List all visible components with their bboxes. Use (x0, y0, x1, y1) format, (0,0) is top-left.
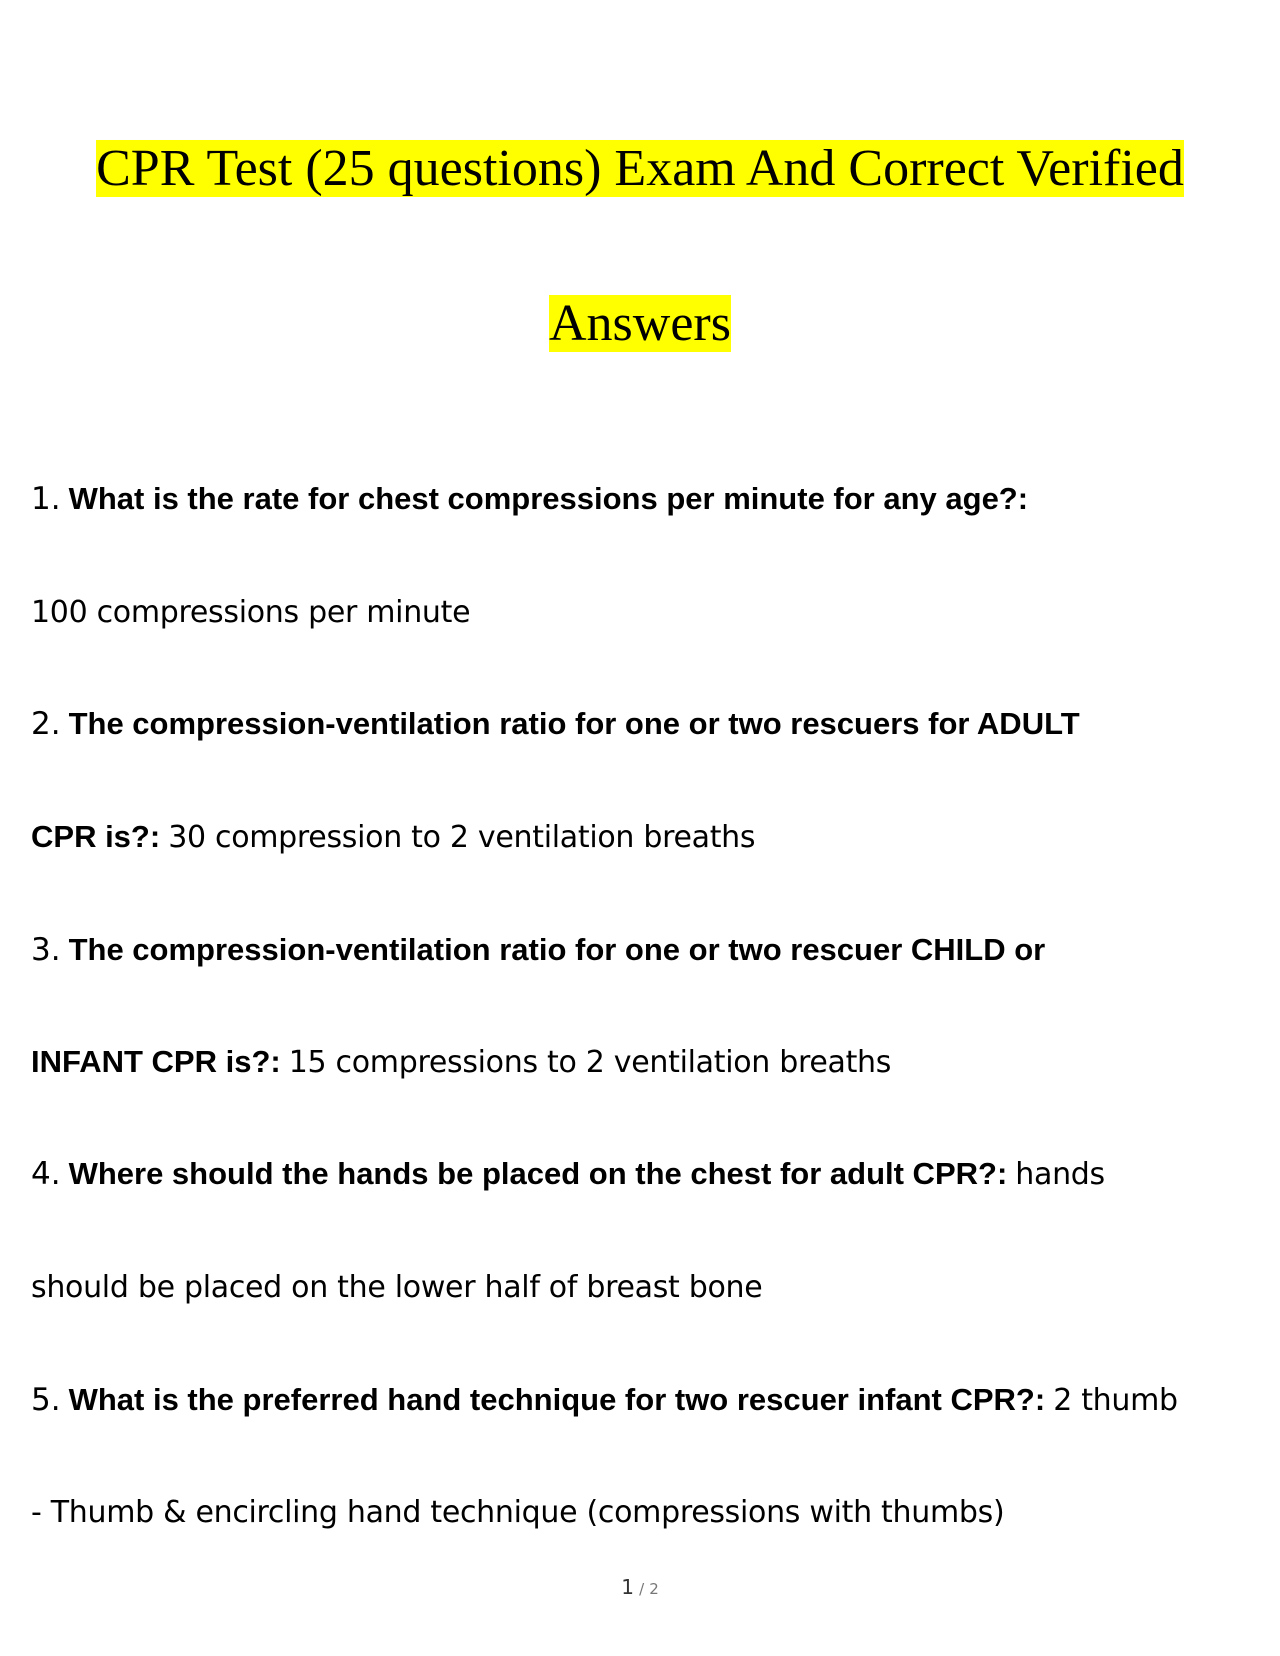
answer-text: 100 compressions per minute (31, 595, 471, 630)
question-2 (31, 703, 1261, 744)
question-number: 5. (31, 1382, 61, 1418)
answer-text: - Thumb & encircling hand technique (compressions with thumbs) (31, 1495, 1005, 1530)
question-number: 3. (31, 932, 61, 968)
question-text: INFANT CPR is?: (31, 1044, 281, 1079)
question-5 (31, 1379, 1261, 1421)
answer-text: hands (1015, 1157, 1105, 1192)
question-text: CPR is?: (31, 819, 161, 854)
question-text: The compression-ventilation ratio for one or two rescuers for ADULT (68, 706, 1080, 741)
answer-1 (31, 591, 1261, 633)
question-1 (31, 478, 1261, 519)
answer-text: should be placed on the lower half of breast bone (31, 1270, 763, 1305)
total-pages: 2 (649, 1580, 659, 1598)
question-2-continued (31, 816, 1261, 858)
document-title-line-2 (0, 293, 1280, 355)
question-3 (31, 929, 1261, 970)
answer-text: 15 compressions to 2 ventilation breaths (288, 1045, 892, 1080)
question-text: The compression-ventilation ratio for one or two rescuer CHILD or (68, 932, 1046, 967)
page-indicator (0, 1575, 1280, 1599)
current-page: 1 (621, 1575, 634, 1599)
question-text: Where should the hands be placed on the chest for adult CPR?: (68, 1156, 1008, 1191)
page-separator: / (639, 1580, 645, 1598)
answer-text: 2 thumb (1053, 1383, 1178, 1418)
question-3-continued (31, 1041, 1261, 1083)
question-number: 4. (31, 1156, 61, 1192)
answer-4-continued (31, 1266, 1261, 1308)
question-number: 2. (31, 706, 61, 742)
title-highlight: Answers (549, 295, 731, 352)
question-text: What is the preferred hand technique for two rescuer infant CPR?: (68, 1382, 1046, 1417)
title-highlight: CPR Test (25 questions) Exam And Correct Verified (96, 140, 1184, 197)
answer-text: 30 compression to 2 ventilation breaths (168, 820, 756, 855)
answer-5-continued (31, 1491, 1261, 1533)
document-title-line-1 (0, 138, 1280, 200)
question-text: What is the rate for chest compressions per minute for any age?: (68, 481, 1029, 516)
question-number: 1. (31, 481, 61, 517)
question-4 (31, 1153, 1261, 1195)
